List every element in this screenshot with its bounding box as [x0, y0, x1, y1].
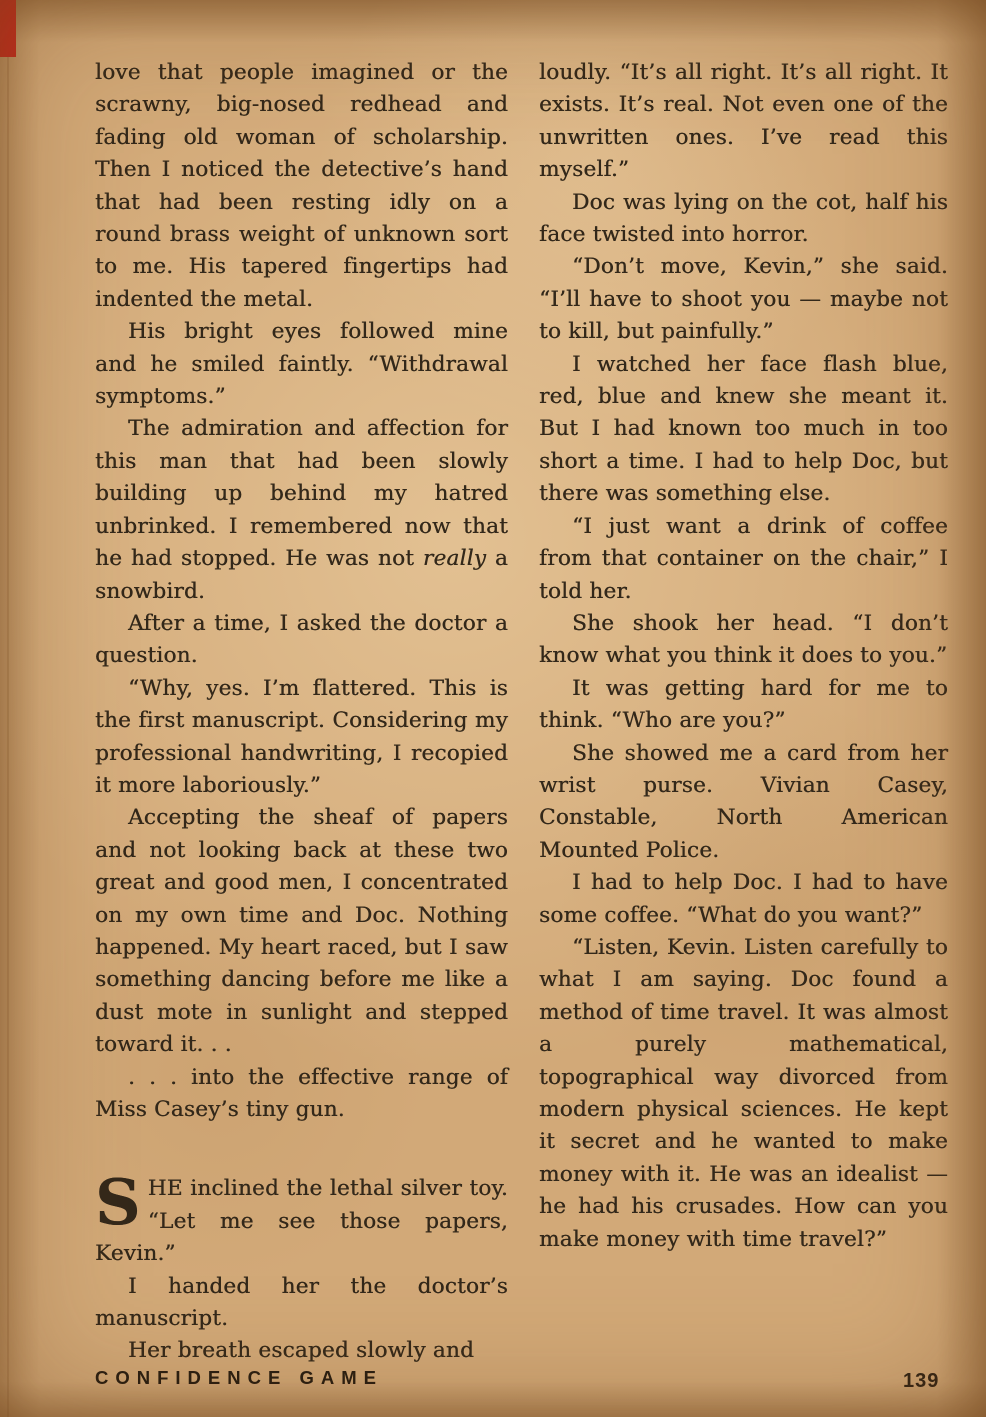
text-segment: It was getting hard for me to think. “Who are you?” [539, 675, 948, 734]
text-segment: I watched her face flash blue, red, blue and knew she meant it. But I had known too much in too short a time. I had to help Doc, but there was something else. [539, 351, 948, 507]
text-segment: Doc was lying on the cot, half his face twisted into horror. [539, 189, 948, 248]
paragraph [539, 932, 948, 1256]
paragraph [95, 316, 508, 413]
text-segment: Accepting the sheaf of papers and not looking back at these two great and good men, I concentrated on my own time and Doc. Nothing happened. My heart raced, but I saw something dancing before me like a dust mote in sunlight and stepped toward it. . . [95, 805, 508, 1058]
paragraph [539, 738, 948, 868]
paragraph [539, 511, 948, 608]
text-segment: love that people imagined or the scrawny, big-nosed redhead and fading old woman of scholarship. Then I noticed the detective’s hand that had been resting idly on a round brass weight of unknown sort to me. His tapered fingertips had indented the metal. [95, 60, 508, 312]
running-title: CONFIDENCE GAME [95, 1367, 383, 1388]
text-segment: Her breath escaped slowly and [128, 1338, 475, 1364]
paragraph [539, 349, 948, 511]
scan-edge-line [7, 0, 9, 1417]
text-segment: After a time, I asked the doctor a question. [95, 610, 508, 669]
text-segment: I had to help Doc. I had to have some coffee. “What do you want?” [539, 870, 948, 928]
text-segment: “Don’t move, Kevin,” she said. “I’ll have to shoot you — maybe not to kill, but painfully.” [539, 254, 948, 345]
left-text-column [95, 57, 508, 1368]
text-segment: “Listen, Kevin. Listen carefully to what I am saying. Doc found a method of time travel. It was almost a purely mathematical, topographical way divorced from modern physical sciences. He kept it secret and he wanted to make money with it. He was an idealist — he had his crusades. How can you make money with time travel?” [539, 934, 948, 1252]
text-segment: His bright eyes followed mine and he smiled faintly. “Withdrawal symptoms.” [95, 319, 508, 410]
paragraph [539, 608, 948, 673]
text-segment: a snowbird. [95, 546, 509, 604]
paragraph [95, 673, 508, 803]
text-segment: . . . into the effective range of Miss Casey’s tiny gun. [95, 1064, 508, 1122]
text-segment: She showed me a card from her wrist purse. Vivian Casey, Constable, North American Mounted Police. [539, 740, 948, 863]
paragraph [95, 1165, 508, 1270]
right-text-column [539, 57, 948, 1256]
paragraph [95, 608, 508, 673]
text-segment: loudly. “It’s all right. It’s all right. It exists. It’s real. Not even one of the unwritten ones. I’ve read this myself.” [539, 60, 948, 183]
paragraph [95, 413, 508, 607]
text-segment: “I just want a drink of coffee from that container on the chair,” I told her. [539, 513, 948, 604]
paragraph [539, 187, 948, 252]
text-segment: She shook her head. “I don’t know what you think it does to you.” [539, 610, 948, 669]
paragraph [95, 57, 508, 316]
paragraph [95, 1271, 508, 1336]
paragraph [539, 57, 948, 187]
page-number: 139 [903, 1370, 940, 1392]
red-corner-strip [0, 0, 16, 57]
text-segment: The admiration and affection for this man that had been slowly building up behind my hatred unbrinked. I remembered now that he had stopped. He was not [95, 416, 508, 572]
paragraph [95, 802, 508, 1061]
paragraph [539, 251, 948, 348]
paragraph [95, 1335, 508, 1367]
paragraph [539, 673, 948, 738]
paragraph [95, 1062, 508, 1127]
text-segment: I handed her the doctor’s manuscript. [95, 1273, 508, 1332]
text-segment: really [422, 546, 487, 572]
text-segment: “Why, yes. I’m flattered. This is the first manuscript. Considering my professional handwriting, I recopied it more laboriously.” [95, 675, 508, 798]
drop-cap: S [95, 1165, 141, 1240]
text-segment: HE inclined the lethal silver toy. “Let me see those papers, Kevin.” [95, 1176, 508, 1267]
paragraph [539, 867, 948, 932]
